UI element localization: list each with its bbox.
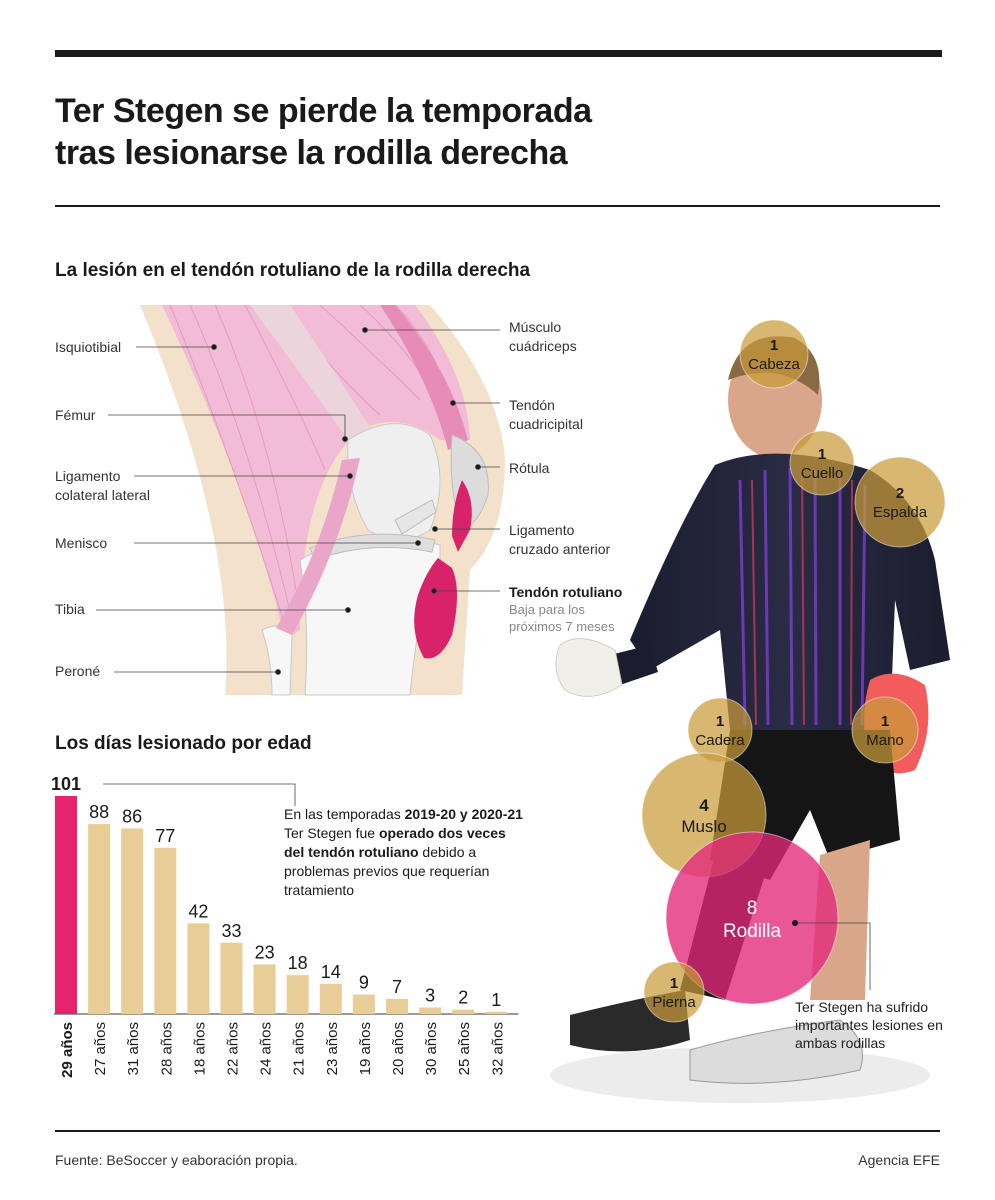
bar-category-label: 31 años [125, 1022, 143, 1076]
note-leader [103, 784, 295, 806]
surgery-note [284, 805, 524, 900]
injury-bubble-cuello [790, 431, 854, 495]
header-divider [55, 205, 940, 207]
injury-bubble-circle [855, 457, 945, 547]
bar-value-label: 77 [155, 825, 176, 846]
label-musculo-line1: Músculo [509, 319, 562, 335]
bar-30-años [419, 1008, 441, 1014]
bar-value-label: 14 [320, 961, 341, 982]
bar-category-label: 29 años [59, 1022, 76, 1078]
footer-source: Fuente: BeSoccer y eaboración propia. [55, 1152, 298, 1168]
injury-label: Cadera [695, 732, 745, 749]
bar-29-años [55, 796, 77, 1014]
bar-category-label: 20 años [390, 1022, 407, 1076]
title-line-1: Ter Stegen se pierde la temporada [55, 92, 592, 130]
injury-count: 1 [769, 337, 779, 354]
injury-bubble-cadera [688, 698, 752, 762]
injury-count: 1 [669, 975, 679, 992]
label-ligamento-line2: colateral lateral [55, 487, 150, 503]
injury-count: 8 [746, 898, 758, 919]
page-title [55, 90, 855, 174]
bar-21-años [287, 975, 309, 1014]
note-bold-2: operado dos veces del tendón rotuliano [284, 825, 506, 860]
injury-label: Mano [866, 732, 904, 749]
bar-category-label: 19 años [356, 1022, 374, 1076]
note-text-3: debido a problemas previos que requerían tratamiento [284, 844, 490, 898]
bar-25-años [452, 1010, 474, 1014]
bar-value-label: 3 [425, 985, 436, 1006]
bar-value-label: 42 [188, 901, 209, 922]
bar-20-años [386, 999, 408, 1014]
bar-value-label: 1 [491, 989, 502, 1010]
top-rule [55, 50, 942, 57]
injury-bubble-circle [852, 697, 918, 763]
bar-category-label: 21 años [290, 1022, 308, 1076]
chart-title: Los días lesionado por edad [55, 733, 312, 754]
knee-side-note: Ter Stegen ha sufrido importantes lesiones en ambas rodillas [795, 999, 943, 1051]
note-text-2: Ter Stegen fue [284, 825, 379, 841]
bar-category-label: 18 años [191, 1022, 209, 1076]
knee-section-title: La lesión en el tendón rotuliano de la rodilla derecha [55, 260, 531, 281]
label-cruzado-line2: cruzado anterior [509, 541, 611, 557]
label-ligamento-colateral [55, 467, 150, 505]
label-tendon-line2: cuadricipital [509, 416, 583, 432]
bar-category-label: 30 años [423, 1022, 441, 1076]
injury-bubble-circle [790, 431, 854, 495]
bar-category-label: 27 años [92, 1022, 110, 1076]
title-line-2: tras lesionarse la rodilla derecha [55, 134, 568, 172]
bar-value-label: 86 [122, 806, 143, 827]
note-bold-1: 2019-20 y 2020-21 [404, 806, 523, 822]
footer-agency: Agencia EFE [858, 1152, 940, 1168]
bar-value-label: 101 [50, 774, 82, 794]
bar-value-label: 7 [391, 976, 403, 997]
injury-count: 4 [699, 796, 709, 815]
injury-label: Pierna [652, 994, 696, 1011]
label-cruzado-line1: Ligamento [509, 522, 575, 538]
injury-count: 1 [880, 713, 890, 730]
bar-category-label: 24 años [257, 1022, 275, 1076]
injury-label: Espalda [872, 504, 928, 521]
label-ligamento-line1: Ligamento [55, 468, 121, 484]
injury-label: Cuello [800, 465, 844, 482]
bar-27-años [88, 824, 110, 1014]
injury-label: Cabeza [748, 356, 800, 373]
injury-bubble-cabeza [740, 320, 808, 388]
bar-22-años [221, 943, 243, 1014]
injury-count: 2 [895, 485, 905, 502]
bar-23-años [320, 984, 342, 1014]
bar-value-label: 88 [89, 802, 110, 823]
label-perone: Peroné [55, 663, 101, 679]
injury-bubble-circle [688, 698, 752, 762]
bar-category-label: 25 años [456, 1022, 474, 1076]
bar-24-años [254, 964, 276, 1014]
bar-18-años [187, 923, 209, 1014]
bar-value-label: 2 [458, 987, 469, 1008]
label-isquiotibial: Isquiotibial [55, 339, 122, 355]
injury-count: 1 [715, 713, 725, 730]
label-rotula: Rótula [509, 460, 550, 476]
injury-bubble-circle [644, 962, 704, 1022]
label-baja-line1: Baja para los [509, 602, 585, 617]
bar-category-label: 23 años [323, 1022, 341, 1076]
label-femur: Fémur [55, 407, 96, 423]
bar-19-años [353, 995, 375, 1014]
bar-category-label: 28 años [158, 1022, 176, 1076]
injury-label: Rodilla [722, 921, 782, 942]
bar-31-años [121, 828, 143, 1014]
label-musculo-line2: cuádriceps [509, 338, 577, 354]
bar-28-años [154, 848, 176, 1014]
label-tibia: Tibia [55, 601, 85, 617]
injury-count: 1 [817, 446, 827, 463]
rodilla-leader-dot [792, 920, 798, 926]
bar-32-años [485, 1012, 507, 1014]
injury-label: Muslo [681, 817, 727, 836]
bar-value-label: 33 [221, 920, 242, 941]
label-tendon-line1: Tendón [509, 397, 555, 413]
bar-value-label: 18 [287, 953, 308, 974]
injury-bubble-circle [740, 320, 808, 388]
bar-category-label: 32 años [489, 1022, 507, 1076]
bar-value-label: 23 [254, 942, 275, 963]
injury-bubble-espalda [855, 457, 945, 547]
label-menisco: Menisco [55, 535, 108, 551]
injury-bubble-pierna [644, 962, 704, 1022]
note-text-1: En las temporadas [284, 806, 405, 822]
injury-bubble-mano [852, 697, 918, 763]
bar-category-label: 22 años [224, 1022, 242, 1076]
label-baja-line2: próximos 7 meses [509, 619, 615, 634]
footer-divider [55, 1130, 940, 1132]
label-tendon-rotuliano: Tendón rotuliano [509, 584, 623, 600]
bar-value-label: 9 [358, 972, 369, 993]
